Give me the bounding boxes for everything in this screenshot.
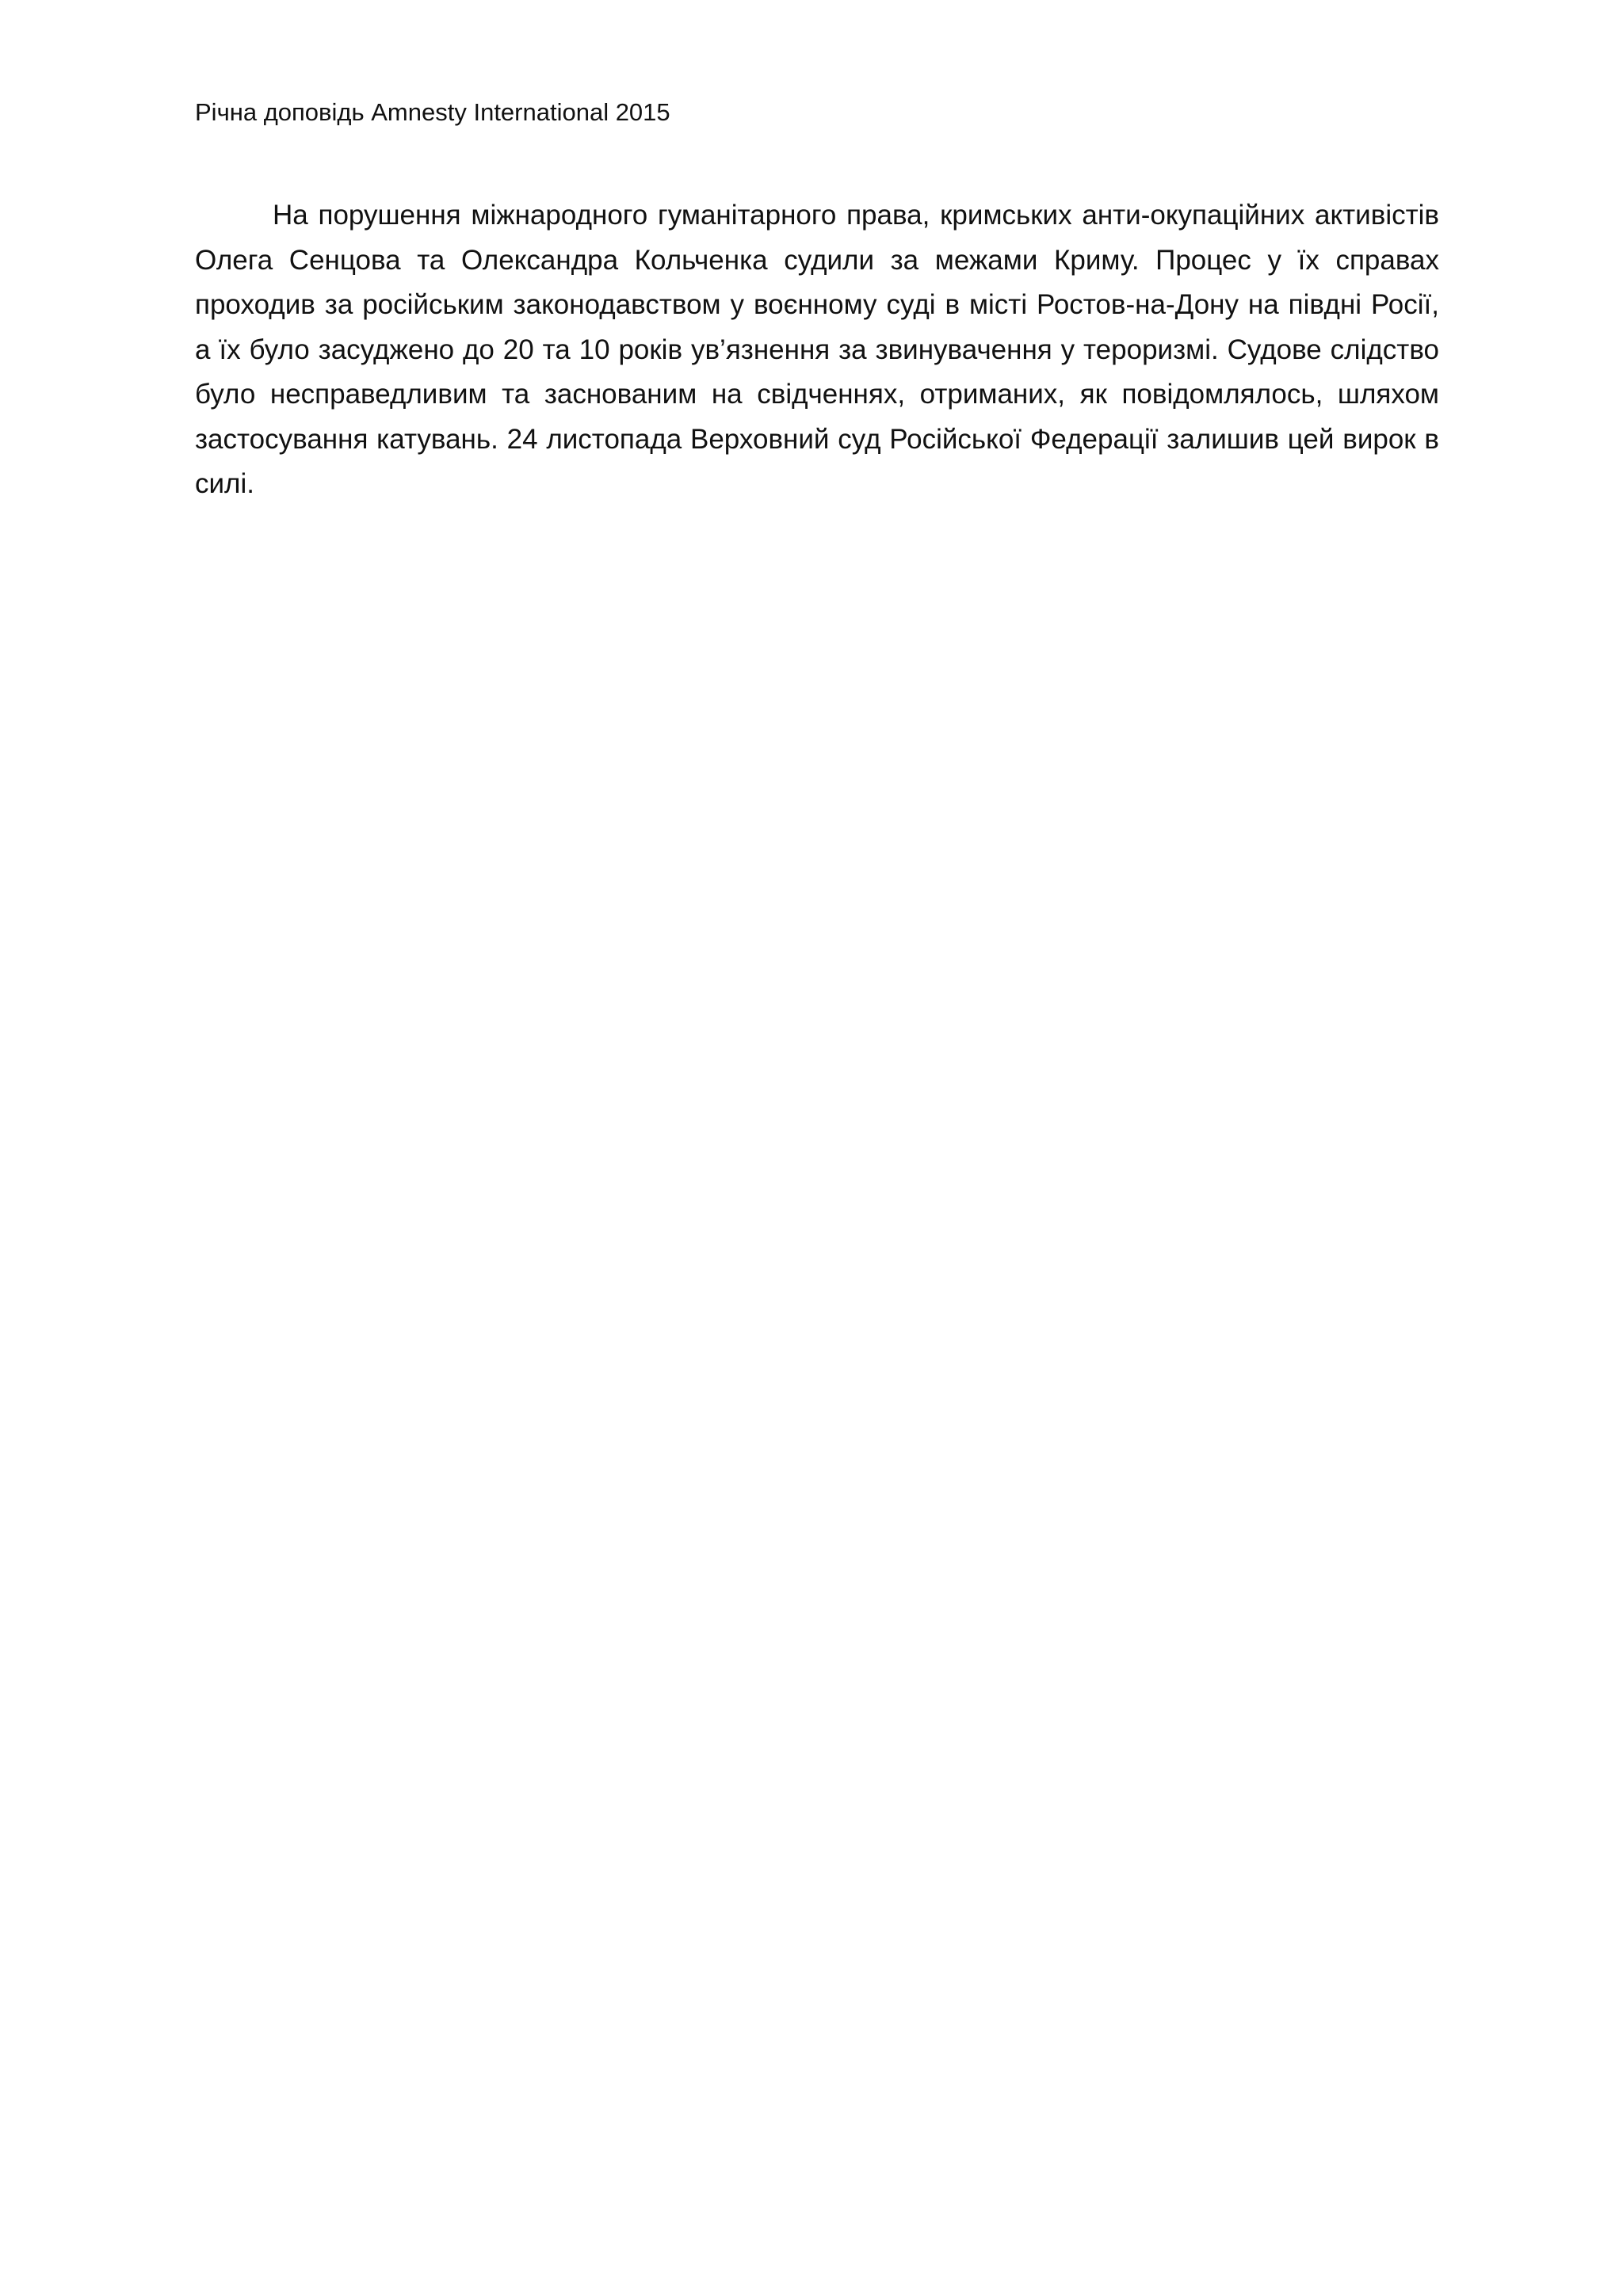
running-header: Річна доповідь Amnesty International 2015 <box>195 98 670 126</box>
body-paragraph: На порушення міжнародного гуманітарного права, кримських анти-окупаційних активістів Олега Сенцова та Олександра Кольченка судили за межами Криму. Процес у їх справах проходив за російським законодавством у воєнному суді в місті Ростов-на-Дону на півдні Росії, а їх було засуджено до 20 та 10 років ув’язнення за звинувачення у тероризмі. Судове слідство було несправедливим та заснованим на свідченнях, отриманих, як повідомлялось, шляхом застосування катувань. 24 листопада Верховний суд Російської Федерації залишив цей вирок в силі. <box>195 200 1439 499</box>
